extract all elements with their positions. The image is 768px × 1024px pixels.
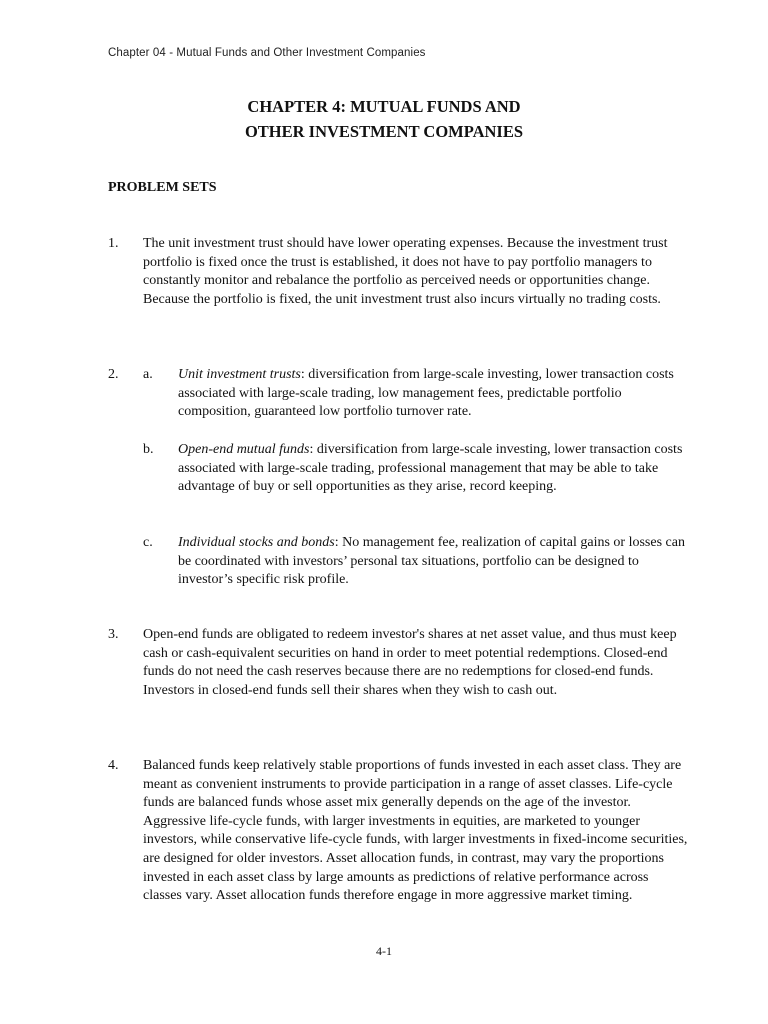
problem-number: 3.: [108, 627, 119, 642]
sub-answer-term: Open-end mutual funds: [178, 442, 310, 457]
problem-answer-text: The unit investment trust should have lower operating expenses. Because the investment trust portfolio is fixed once the trust is established, it does not have to pay portfolio managers to constantly monitor and rebalance the portfolio as perceived needs or opportunities change. Because the portfolio is fixed, the unit investment trust also incurs virtually no trading costs.: [143, 236, 668, 307]
problem-answer-text: Balanced funds keep relatively stable proportions of funds invested in each asset class. They are meant as convenient instruments to provide participation in a range of asset classes. Life-cycle funds are balanced funds whose asset mix generally depends on the age of the investor. Aggressive life-cycle funds, with larger investments in equities, are marketed to younger investors, while conservative life-cycle funds, with larger investments in fixed-income securities, are designed for older investors. Asset allocation funds, in contrast, may vary the proportions invested in each asset class by large amounts as predictions of relative performance across classes vary. Asset allocation funds therefore engage in more aggressive market timing.: [143, 758, 688, 904]
chapter-title-line-2: OTHER INVESTMENT COMPANIES: [244, 122, 524, 141]
sub-answer-text: [178, 441, 688, 497]
section-heading: PROBLEM SETS: [108, 180, 217, 195]
sub-answer-description: : diversification from large-scale investing, lower transaction costs associated with large-scale trading, low management fees, predictable portfolio composition, guaranteed low portfolio turnover rate.: [178, 367, 674, 420]
sub-answer-text: [178, 366, 688, 422]
problem-number: 2.: [108, 367, 119, 382]
sub-answer-letter: a.: [143, 367, 153, 382]
sub-answer-term: Unit investment trusts: [178, 367, 301, 382]
problem-number: 1.: [108, 236, 119, 251]
sub-answer-letter: c.: [143, 535, 153, 550]
problem-number: 4.: [108, 758, 119, 773]
running-header: Chapter 04 - Mutual Funds and Other Investment Companies: [108, 47, 426, 59]
sub-answer-description: : diversification from large-scale investing, lower transaction costs associated with large-scale trading, professional management that may be able to take advantage of buy or sell opportunities as they arise, record keeping.: [178, 442, 683, 495]
chapter-title-line-1: CHAPTER 4: MUTUAL FUNDS AND: [247, 97, 521, 116]
sub-answer-letter: b.: [143, 442, 154, 457]
sub-answer-term: Individual stocks and bonds: [178, 535, 335, 550]
problem-answer-text: Open-end funds are obligated to redeem investor's shares at net asset value, and thus must keep cash or cash-equivalent securities on hand in order to meet potential redemptions. Closed-end funds do not need the cash reserves because there are no redemptions for closed-end funds. Investors in closed-end funds sell their shares when they wish to cash out.: [143, 627, 677, 698]
sub-answer-description: : No management fee, realization of capital gains or losses can be coordinated with investors’ personal tax situations, portfolio can be designed to investor’s specific risk profile.: [178, 535, 685, 588]
sub-answer-text: [178, 534, 688, 590]
chapter-title: [0, 94, 768, 144]
page-number: 4-1: [376, 944, 392, 958]
